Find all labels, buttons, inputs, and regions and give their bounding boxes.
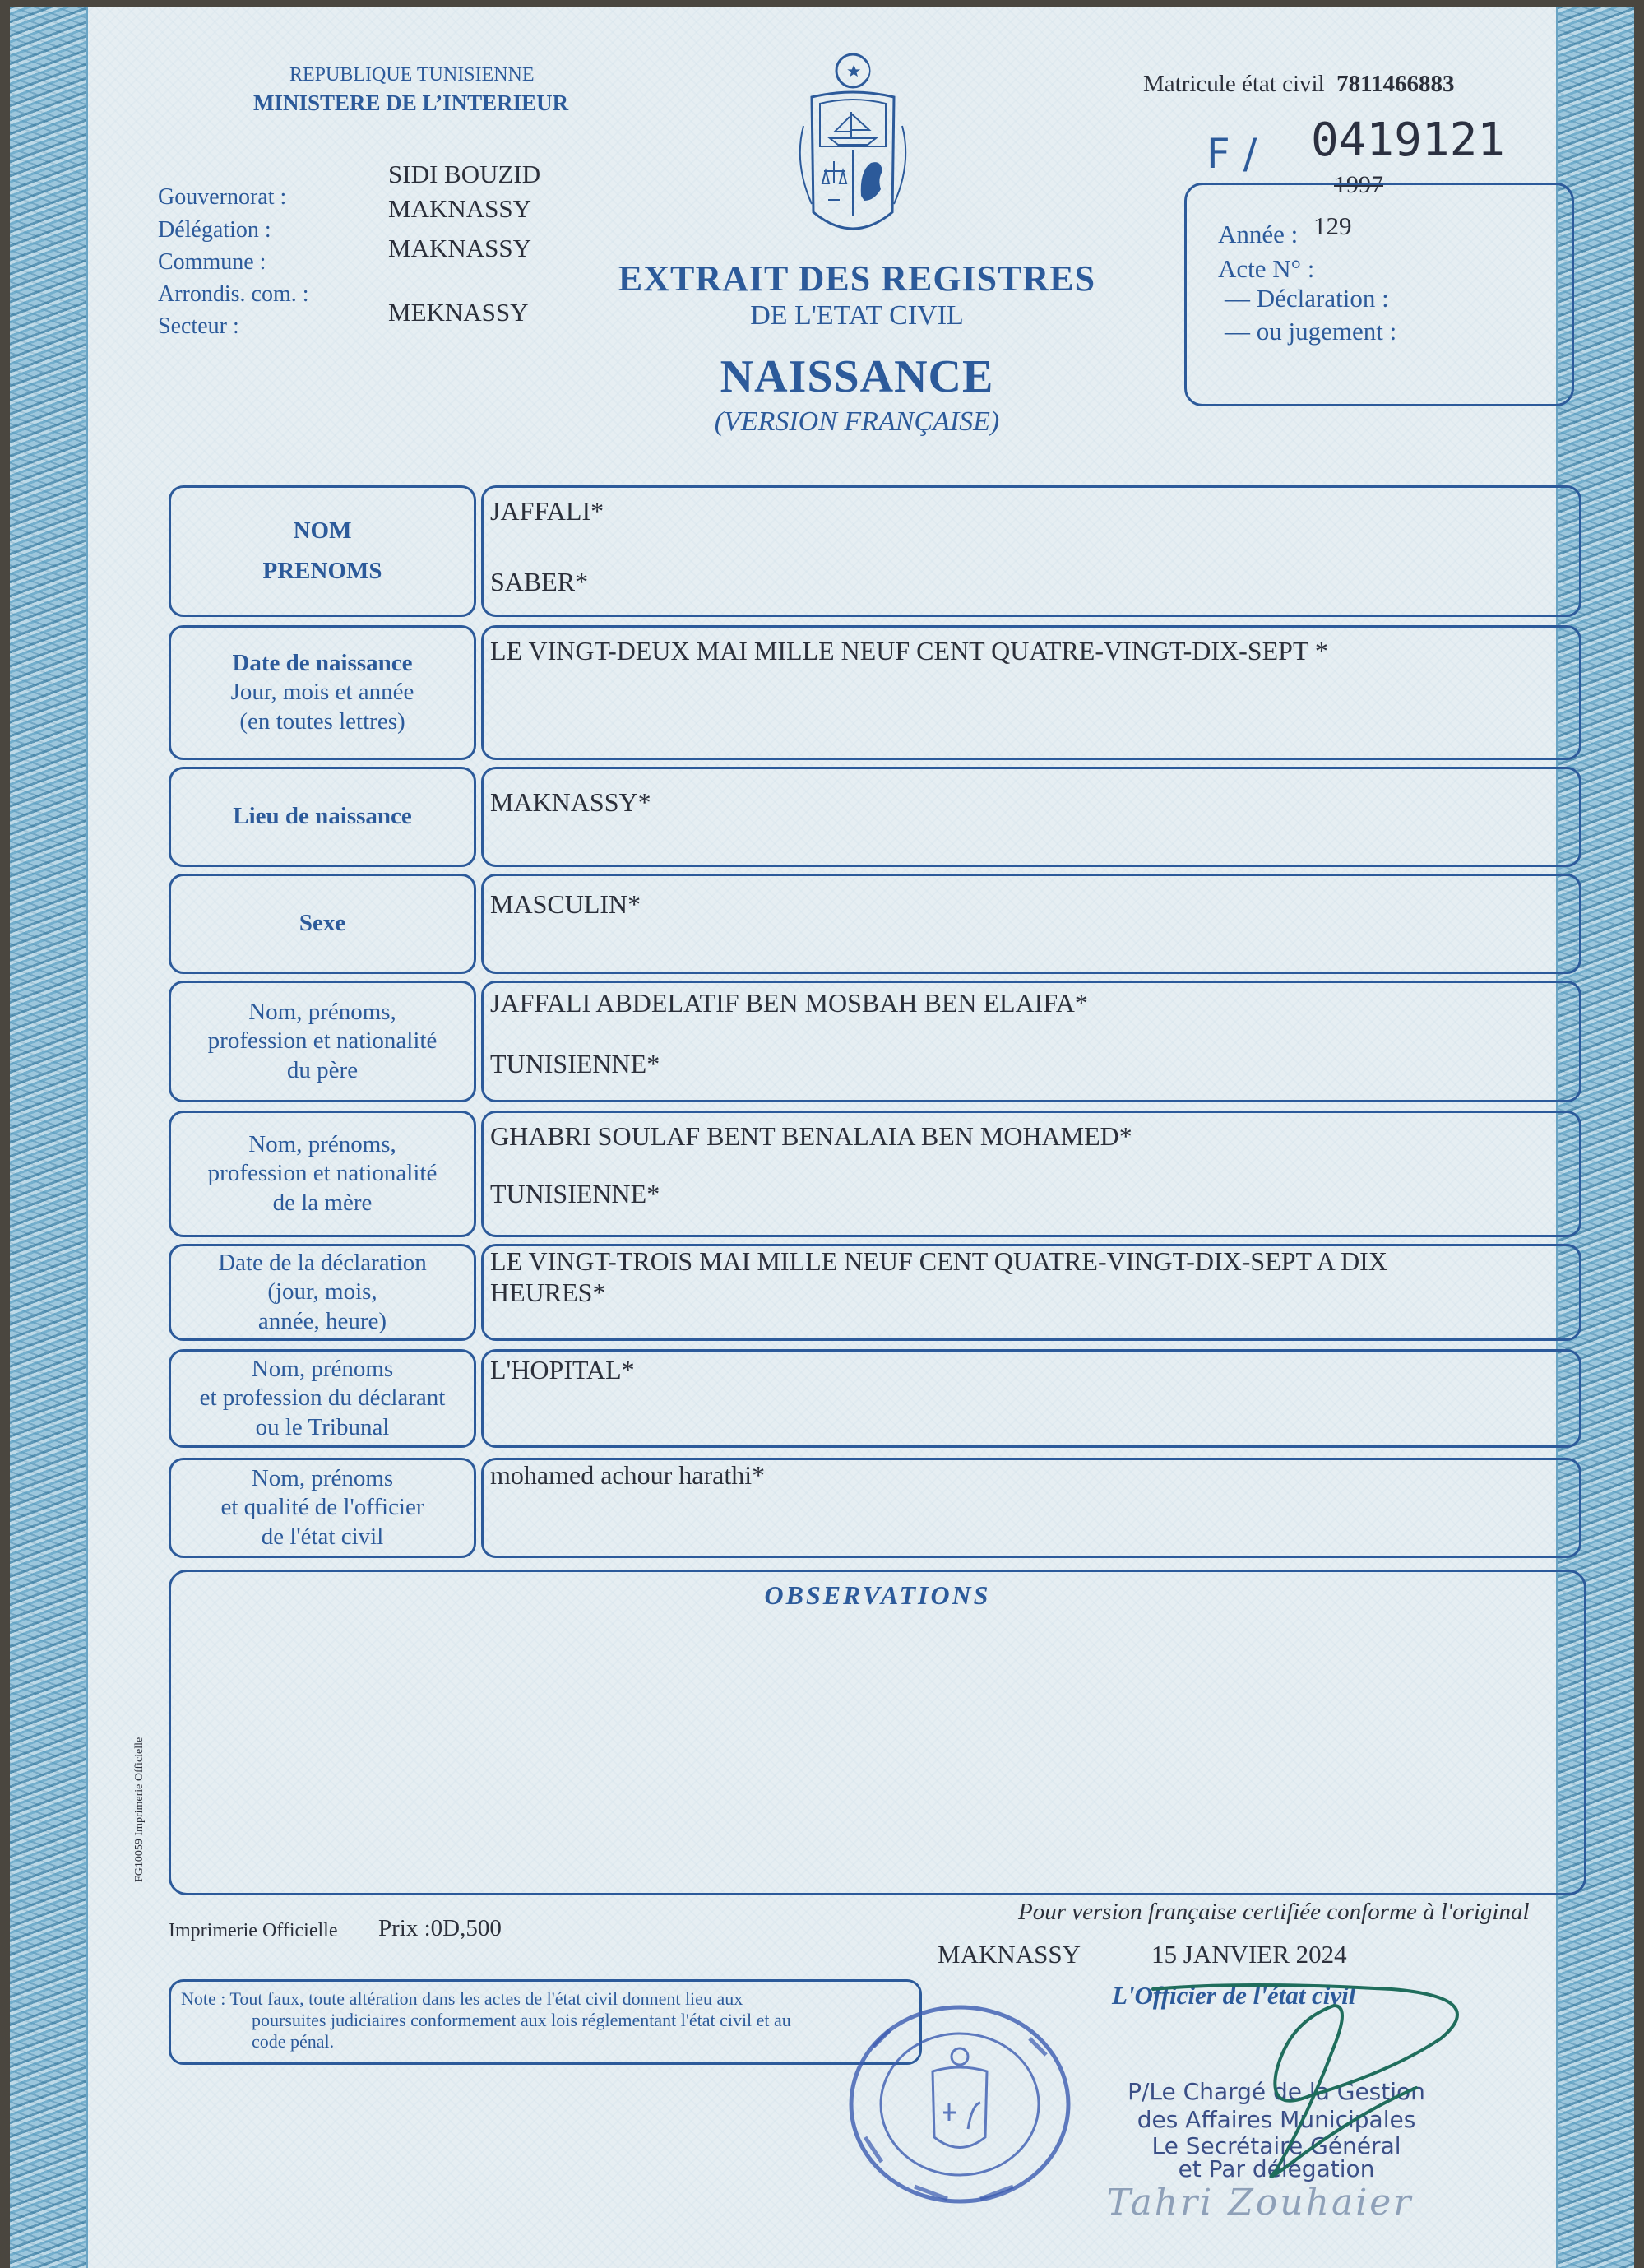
label-line: Nom, prénoms, [248,1130,396,1157]
printer-label: Imprimerie Officielle [169,1920,338,1941]
issue-date: 15 JANVIER 2024 [1151,1940,1347,1969]
commune-label: Commune : [158,249,266,275]
row-label [169,1458,476,1558]
mother-nationality-value: TUNISIENNE* [490,1179,660,1208]
label-line: profession et nationalité [207,1160,438,1187]
jugement-label: — ou jugement : [1225,317,1397,346]
note-line: code pénal. [252,2031,335,2052]
secteur-label: Secteur : [158,313,239,339]
label-line: et profession du déclarant [199,1384,446,1412]
issue-place: MAKNASSY [938,1940,1081,1969]
label-line: (jour, mois, [267,1278,377,1306]
row-sex [169,874,1581,974]
signature-line: et Par délégation [1178,2155,1375,2182]
label-line: Nom, prénoms [251,1464,394,1491]
acte-box [1184,183,1574,406]
officer-value: mohamed achour harathi* [490,1460,766,1490]
delegation-label: Délégation : [158,217,271,243]
gouvernorat-value: SIDI BOUZID [388,160,541,188]
acte-number: 129 [1313,211,1352,240]
father-name-value: JAFFALI ABDELATIF BEN MOSBAH BEN ELAIFA* [490,988,1088,1018]
surname-value: JAFFALI* [490,496,604,526]
gouvernorat-label: Gouvernorat : [158,184,287,210]
label-line: profession et nationalité [207,1027,438,1055]
row-label [169,1244,476,1341]
acte-label: Acte N° : [1218,254,1315,283]
mother-name-value: GHABRI SOULAF BENT BENALAIA BEN MOHAMED* [490,1121,1132,1151]
municipal-stamp-icon [841,1997,1079,2211]
side-print-code: FG10059 Imprimerie Officielle [133,1737,146,1882]
label-line: (en toutes lettres) [239,707,405,735]
row-value-box [481,981,1581,1102]
arrondissement-label: Arrondis. com. : [158,281,309,307]
note-line: poursuites judiciaires conformement aux lois réglementant l'état civil et au [252,2010,791,2030]
matricule-label: Matricule état civil [1143,71,1325,97]
label-line: Sexe [299,910,346,937]
label-line: Date de la déclaration [218,1249,427,1276]
row-value-box [481,1244,1581,1341]
firstname-value: SABER* [490,567,589,596]
certified-statement: Pour version française certifiée conforme à l'original [1018,1899,1530,1925]
label-line: NOM [293,517,352,544]
document-version: (VERSION FRANÇAISE) [714,406,1000,437]
row-mother [169,1111,1581,1237]
coat-of-arms-icon [795,48,910,245]
row-label [169,767,476,867]
label-line: Nom, prénoms [251,1355,394,1382]
label-line: du père [286,1056,359,1083]
serial-prefix: F / [1206,130,1257,178]
serial-number: 0419121 [1311,114,1506,167]
declaration-label: — Déclaration : [1225,284,1389,313]
row-label [169,625,476,760]
declaration-date-value-cont: HEURES* [490,1278,606,1307]
signatory-name: Tahri Zouhaier [1106,2182,1414,2224]
row-father [169,981,1581,1102]
matricule [1143,71,1455,98]
delegation-value: MAKNASSY [388,194,531,223]
label-line: de la mère [272,1189,373,1216]
registry-year: 1997 [1334,171,1383,198]
row-declaration-date [169,1244,1581,1341]
row-label [169,485,476,617]
row-value-box [481,1111,1581,1237]
label-line: Date de naissance [232,649,413,676]
observations-box [169,1570,1586,1895]
row-value-box [481,485,1581,617]
row-label [169,1349,476,1448]
declaration-date-value: LE VINGT-TROIS MAI MILLE NEUF CENT QUATRE-VINGT-DIX-SEPT A DIX [490,1246,1387,1276]
row-officer [169,1458,1581,1558]
row-value-box [481,874,1581,974]
row-label [169,1111,476,1237]
row-birth-place [169,767,1581,867]
row-value-box [481,625,1581,760]
document-subtitle: DE L'ETAT CIVIL [750,300,964,331]
handwritten-signature-icon [1145,1973,1490,2187]
label-line: PRENOMS [262,558,382,584]
price-label: Prix :0D,500 [378,1915,502,1941]
republic-label: REPUBLIQUE TUNISIENNE [289,64,535,86]
birth-certificate-sheet [10,7,1634,2268]
sex-value: MASCULIN* [490,889,641,919]
secteur-value: MEKNASSY [388,298,529,327]
officer-title: L'Officier de l'état civil [1112,1981,1356,2010]
matricule-value: 7811466883 [1336,71,1455,97]
signature-line: des Affaires Municipales [1137,2106,1416,2133]
left-guilloche-border [10,7,88,2268]
label-line: Nom, prénoms, [248,998,396,1025]
observations-title: OBSERVATIONS [764,1580,991,1610]
row-birth-date [169,625,1581,760]
row-value-box [481,767,1581,867]
label-line: de l'état civil [261,1523,384,1550]
birth-place-value: MAKNASSY* [490,787,651,817]
signature-line: P/Le Chargé de la Gestion [1128,2078,1425,2105]
row-value-box [481,1458,1581,1558]
label-line: Lieu de naissance [233,803,412,830]
row-label [169,981,476,1102]
birth-date-value: LE VINGT-DEUX MAI MILLE NEUF CENT QUATRE-VINGT-DIX-SEPT * [490,636,1328,666]
annee-label: Année : [1218,220,1299,248]
commune-value: MAKNASSY [388,234,531,262]
document-title: EXTRAIT DES REGISTRES [618,258,1096,299]
label-line: ou le Tribunal [255,1413,390,1440]
row-name [169,485,1581,617]
row-label [169,874,476,974]
label-line: et qualité de l'officier [220,1494,424,1521]
note-line: Note : Tout faux, toute altération dans les actes de l'état civil donnent lieu aux [181,1988,743,2009]
label-line: Jour, mois et année [230,679,414,706]
document-type: NAISSANCE [720,351,994,402]
legal-note [169,1979,922,2065]
row-value-box [481,1349,1581,1448]
row-declarant [169,1349,1581,1448]
signature-line: Le Secrétaire Général [1151,2132,1401,2159]
father-nationality-value: TUNISIENNE* [490,1049,660,1078]
ministry-label: MINISTERE DE L’INTERIEUR [253,90,569,115]
label-line: année, heure) [257,1307,387,1334]
declarant-value: L'HOPITAL* [490,1355,635,1384]
